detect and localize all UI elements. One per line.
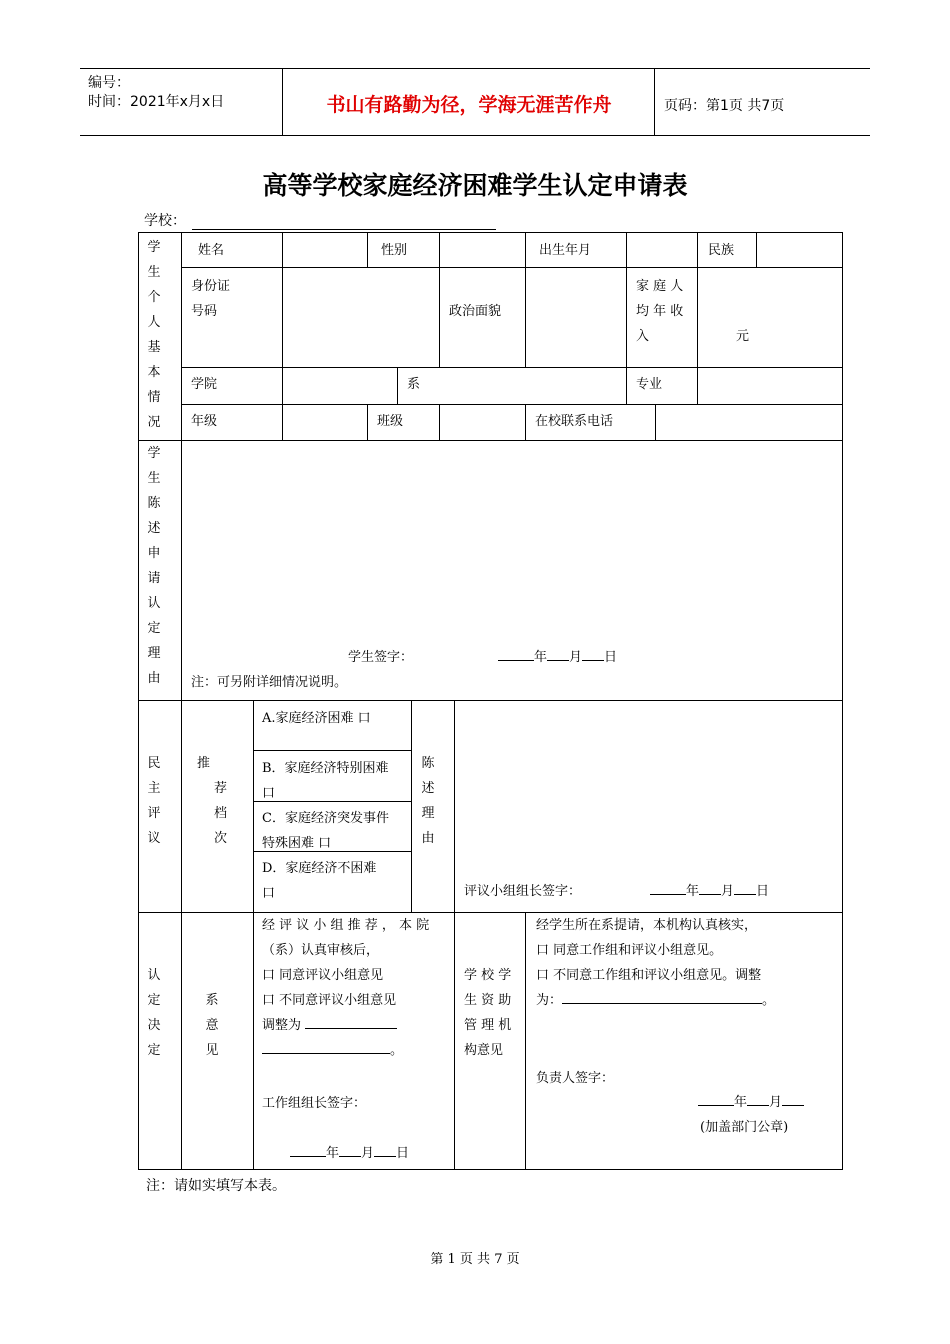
label-id-1: 身份证 (191, 279, 231, 294)
section1-side-label: 学 生 个 人 基 本 情 况 (147, 240, 161, 430)
adjust-blank[interactable] (305, 1016, 397, 1029)
field-application-reason[interactable] (183, 442, 841, 637)
office-line: 经学生所在系提请，本机构认真核实， (536, 918, 758, 933)
date-day-blank[interactable] (782, 1093, 804, 1106)
label-income-1: 家 庭 人 (636, 279, 684, 294)
date-month-blank[interactable] (547, 648, 569, 661)
office-sign-date: 年 月 (698, 1091, 804, 1110)
header-divider-right (654, 68, 655, 136)
label-name: 姓名 (198, 243, 225, 258)
option-c-line2[interactable]: 特殊困难 口 (262, 836, 332, 851)
dept-line: （系）认真审核后， (262, 943, 380, 958)
option-c-line1[interactable]: C．家庭经济突发事件 (262, 811, 389, 826)
form-title: 高等学校家庭经济困难学生认定申请表 (262, 171, 688, 200)
grid-line (181, 404, 843, 405)
label-department: 系 (407, 377, 421, 392)
office-adjust-blank[interactable] (562, 991, 762, 1004)
date-day-blank[interactable] (582, 648, 604, 661)
review-sign-date: 年 月 日 (650, 880, 769, 899)
field-grade[interactable] (284, 406, 366, 439)
date-day-blank[interactable] (374, 1144, 396, 1157)
header-top-rule (80, 68, 870, 69)
grid-line (525, 404, 526, 440)
label-grade: 年级 (191, 414, 218, 429)
date-month-blank[interactable] (747, 1093, 769, 1106)
field-major[interactable] (699, 369, 841, 403)
grid-line (439, 232, 440, 267)
option-a[interactable]: A.家庭经济困难 口 (262, 711, 371, 726)
student-signature-label: 学生签字： (348, 650, 414, 665)
label-political: 政治面貌 (449, 304, 502, 319)
field-ethnicity[interactable] (758, 234, 841, 266)
dept-adjust-line: 调整为 (262, 1013, 450, 1038)
field-gender[interactable] (441, 234, 524, 266)
field-review-reason[interactable] (456, 702, 841, 870)
label-income-3: 入 (636, 329, 650, 344)
label-class: 班级 (377, 414, 404, 429)
grid-line (253, 801, 411, 802)
grid-line (282, 232, 283, 440)
label-college: 学院 (191, 377, 218, 392)
dept-opinion-text (262, 913, 450, 1063)
form-footnote: 注：请如实填写本表。 (146, 1178, 286, 1194)
income-unit: 元 (736, 329, 750, 344)
option-d-line1[interactable]: D．家庭经济不困难 (262, 861, 377, 876)
label-major: 专业 (636, 377, 663, 392)
grid-line (181, 232, 182, 1169)
school-office-label: 学 校 学 生 资 助 管 理 机 构意见 (464, 968, 512, 1058)
date-year-blank[interactable] (650, 882, 686, 895)
dept-line: 经 评 议 小 组 推 荐 ， 本 院 (262, 918, 430, 933)
date-month-blank[interactable] (699, 882, 721, 895)
section-separator-2 (138, 700, 843, 701)
grid-line (439, 267, 440, 367)
option-b-line2[interactable]: 口 (262, 786, 276, 801)
field-college[interactable] (284, 369, 396, 403)
field-department[interactable] (441, 369, 625, 403)
work-sign-date: 年 月 日 (290, 1142, 409, 1161)
school-label: 学校： (144, 213, 186, 229)
grid-line (626, 267, 627, 367)
option-d-line2[interactable]: 口 (262, 886, 276, 901)
field-class[interactable] (441, 406, 524, 439)
grid-line (411, 700, 412, 912)
dept-opinion-label: 系 意 见 (205, 993, 219, 1058)
reason-label: 陈 述 理 由 (421, 756, 435, 846)
grid-line (697, 267, 698, 367)
grid-line (697, 367, 698, 404)
date-year-blank[interactable] (698, 1093, 734, 1106)
responsible-signature: 负责人签字： (536, 1071, 615, 1086)
school-input-line[interactable] (192, 229, 496, 230)
dept-disagree-option[interactable]: 口 不同意评议小组意见 (262, 993, 397, 1008)
office-opinion-text (536, 913, 836, 1013)
label-id-2: 号码 (191, 304, 218, 319)
grid-line (181, 267, 843, 268)
grid-line (756, 232, 757, 267)
grid-line (697, 232, 698, 267)
field-name[interactable] (284, 234, 366, 266)
label-phone: 在校联系电话 (535, 414, 614, 429)
section-separator-1 (138, 440, 843, 441)
table-border-top (138, 232, 843, 233)
dept-agree-option[interactable]: 口 同意评议小组意见 (262, 968, 384, 983)
section2-side-label: 学 生 陈 述 申 请 认 定 理 由 (147, 446, 161, 686)
grid-line (181, 367, 843, 368)
header-motto: 书山有路勤为径，学海无涯苦作舟 (326, 93, 612, 116)
doc-time-label: 时间：2021年x月x日 (88, 94, 225, 110)
section4-side-label: 认 定 决 定 (147, 968, 161, 1058)
label-income-2: 均 年 收 (636, 304, 684, 319)
grid-line (253, 750, 411, 751)
adjust-blank-2[interactable] (262, 1041, 390, 1054)
office-disagree-option[interactable]: 口 不同意工作组和评议小组意见。调整 (536, 968, 762, 983)
page-number: 第 1 页 共 7 页 (430, 1252, 520, 1267)
office-adjust-line: 为： 。 (536, 993, 776, 1008)
grid-line (253, 700, 254, 1169)
table-border-left (138, 232, 139, 1170)
stamp-note: (加盖部门公章) (700, 1120, 789, 1135)
grid-line (626, 367, 627, 404)
section3-side-label: 民 主 评 议 (147, 756, 161, 846)
grid-line (525, 912, 526, 1169)
table-border-bottom (138, 1169, 843, 1170)
date-month-blank[interactable] (339, 1144, 361, 1157)
grid-line (454, 700, 455, 1169)
field-phone[interactable] (657, 406, 841, 439)
label-gender: 性别 (381, 243, 408, 258)
section2-note: 注：可另附详细情况说明。 (191, 675, 348, 690)
label-ethnicity: 民族 (708, 243, 735, 258)
dept-adjust-line-2: 。 (262, 1038, 450, 1063)
date-day-blank[interactable] (734, 882, 756, 895)
date-year-blank[interactable] (290, 1144, 326, 1157)
grid-line (439, 404, 440, 440)
table-border-right (842, 232, 843, 1170)
option-b-line1[interactable]: B．家庭经济特别困难 (262, 761, 389, 776)
grid-line (367, 404, 368, 440)
doc-number-label: 编号： (88, 75, 130, 91)
field-id-number[interactable] (284, 269, 438, 366)
grid-line (367, 232, 368, 267)
student-sign-date: 年 月 日 (498, 646, 617, 665)
grid-line (655, 404, 656, 440)
grid-line (525, 232, 526, 267)
grid-line (397, 367, 398, 404)
header-divider-left (282, 68, 283, 136)
field-political[interactable] (527, 269, 625, 366)
recommend-level-label: 推 荐 档 次 (197, 756, 227, 846)
date-year-blank[interactable] (498, 648, 534, 661)
work-group-signature: 工作组组长签字： (262, 1096, 367, 1111)
label-birth: 出生年月 (539, 243, 592, 258)
grid-line (253, 851, 411, 852)
grid-line (626, 232, 627, 267)
grid-line (525, 267, 526, 367)
office-agree-option[interactable]: 口 同意工作组和评议小组意见。 (536, 943, 723, 958)
field-birth[interactable] (628, 234, 696, 266)
review-leader-signature: 评议小组组长签字： (464, 884, 582, 899)
page-info: 页码：第1页 共7页 (664, 98, 785, 114)
